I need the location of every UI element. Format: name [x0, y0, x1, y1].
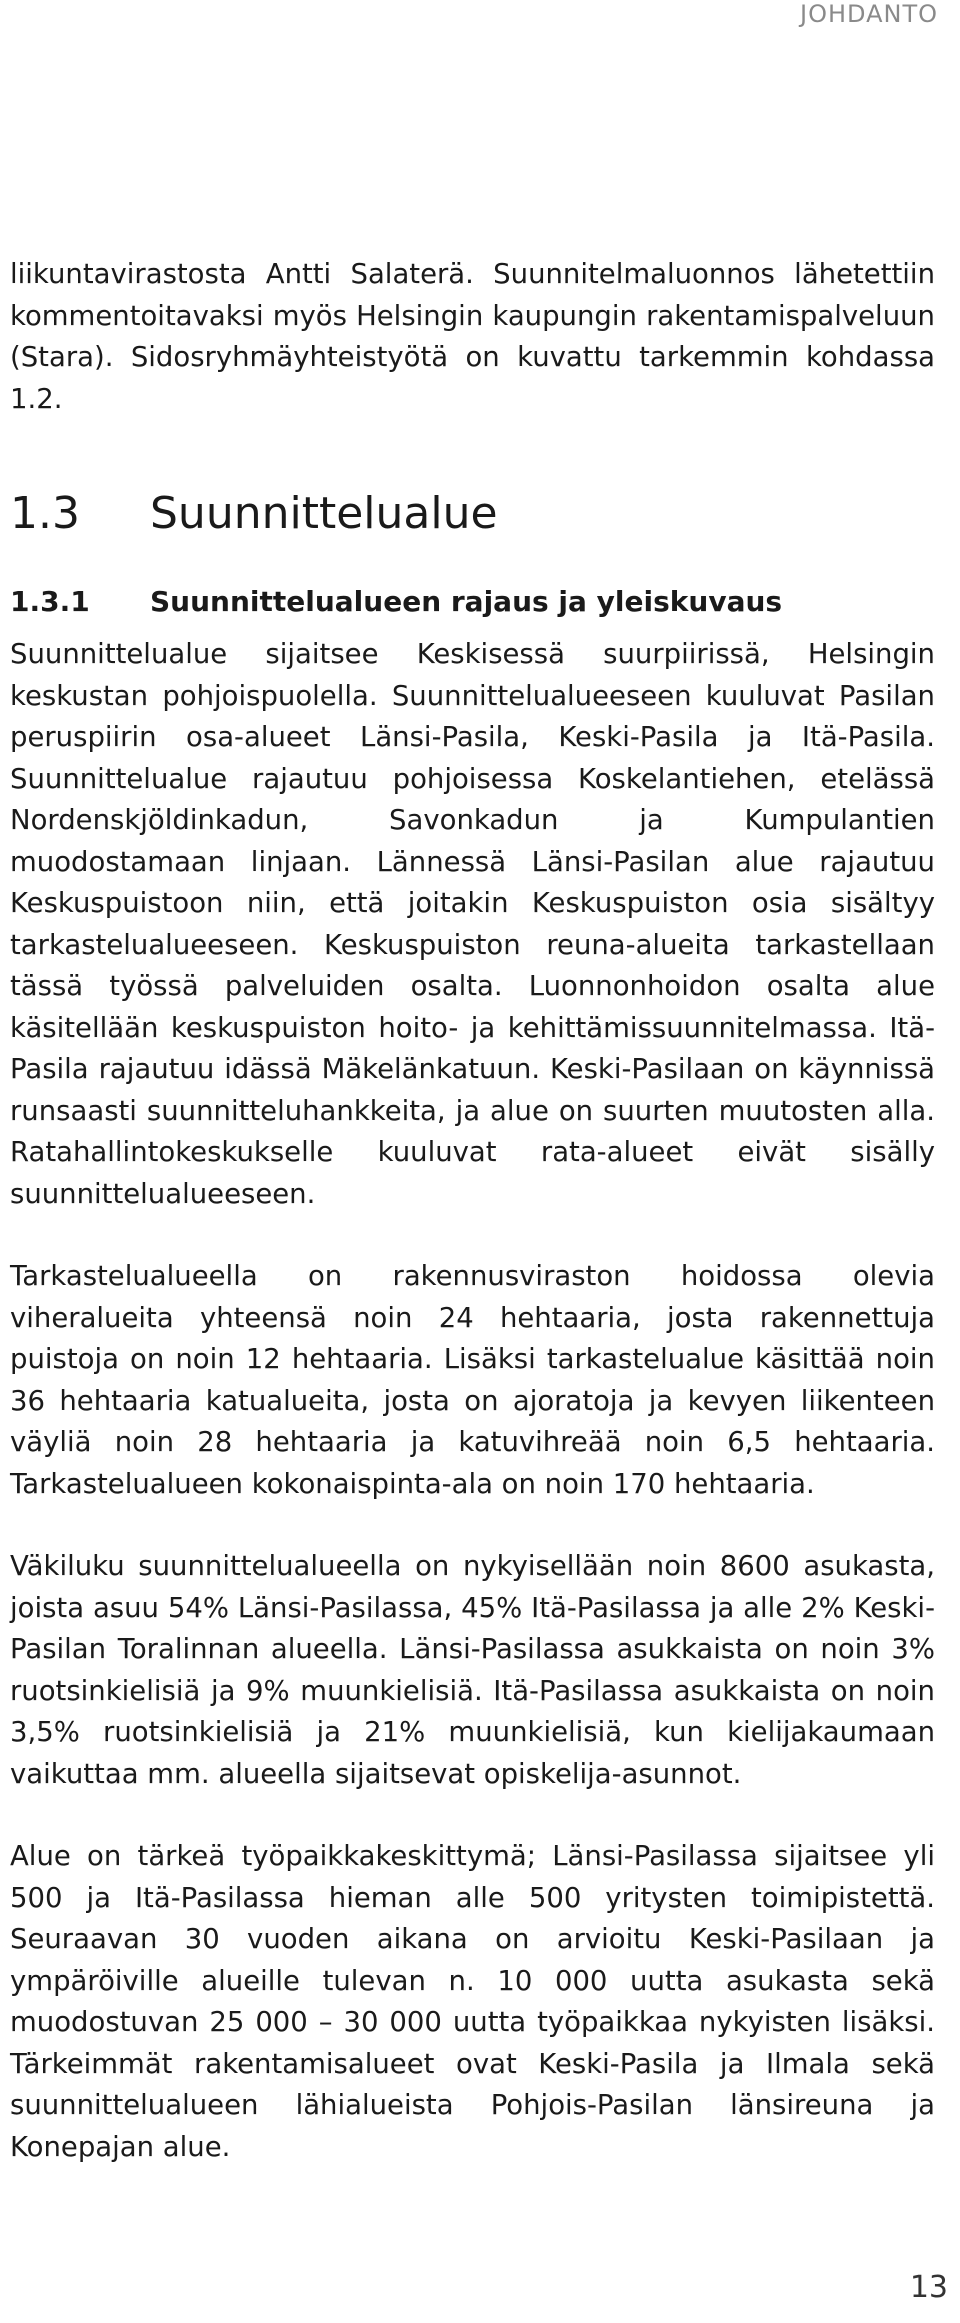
section-heading [10, 486, 935, 542]
section-number: 1.3 [10, 488, 80, 539]
section-title: Suunnittelualue [150, 488, 498, 539]
subsection-number: 1.3.1 [10, 585, 90, 618]
page-body [10, 254, 935, 2168]
body-paragraph: Tarkastelualueella on rakennusviraston hoidossa olevia viheralueita yhteensä noin 24 hehtaaria, josta rakennettuja puistoja on noin 12 hehtaaria. Lisäksi tarkastelualue käsittää noin 36 hehtaaria katualueita, josta on ajoratoja ja kevyen liikenteen väyliä noin 28 hehtaaria ja katuvihreää noin 6,5 hehtaaria. Tarkastelualueen kokonaispinta-ala on noin 170 hehtaaria. [10, 1260, 935, 1500]
intro-paragraph: liikuntavirastosta Antti Salaterä. Suunnitelmaluonnos lähetettiin kommentoitavaksi myös Helsingin kaupungin rakentamispalveluun (Stara). Sidosryhmäyhteistyötä on kuvattu tarkemmin kohdassa 1.2. [10, 258, 935, 415]
subsection-heading [10, 582, 935, 622]
body-paragraph: Suunnittelualue sijaitsee Keskisessä suurpiirissä, Helsingin keskustan pohjoispuolella. Suunnittelualueeseen kuuluvat Pasilan peruspiirin osa-alueet Länsi-Pasila, Keski-Pasila ja Itä-Pasila. Suunnittelualue rajautuu pohjoisessa Koskelantiehen, etelässä Nordenskjöldinkadun, Savonkadun ja Kumpulantien muodostamaan linjaan. Lännessä Länsi-Pasilan alue rajautuu Keskuspuistoon niin, että joitakin Keskuspuiston osia sisältyy tarkastelualueeseen. Keskuspuiston reuna-alueita tarkastellaan tässä työssä palveluiden osalta. Luonnonhoidon osalta alue käsitellään keskuspuiston hoito- ja kehittämissuunnitelmassa. Itä-Pasila rajautuu idässä Mäkelänkatuun. Keski-Pasilaan on käynnissä runsaasti suunnitteluhankkeita, ja alue on suurten muutosten alla. Ratahallintokeskukselle kuuluvat rata-alueet eivät sisälly suunnittelualueeseen. [10, 638, 935, 1210]
page-number: 13 [909, 2270, 948, 2305]
running-head: JOHDANTO [800, 0, 938, 28]
body-paragraph: Alue on tärkeä työpaikkakeskittymä; Länsi-Pasilassa sijaitsee yli 500 ja Itä-Pasilassa hieman alle 500 yritysten toimipistettä. Seuraavan 30 vuoden aikana on arvioitu Keski-Pasilaan ja ympäröiville alueille tulevan n. 10 000 uutta asukasta sekä muodostuvan 25 000 – 30 000 uutta työpaikkaa nykyisten lisäksi. Tärkeimmät rakentamisalueet ovat Keski-Pasila ja Ilmala sekä suunnittelualueen lähialueista Pohjois-Pasilan länsireuna ja Konepajan alue. [10, 1840, 935, 2163]
subsection-title: Suunnittelualueen rajaus ja yleiskuvaus [150, 585, 783, 618]
body-paragraph: Väkiluku suunnittelualueella on nykyisellään noin 8600 asukasta, joista asuu 54% Länsi-Pasilassa, 45% Itä-Pasilassa ja alle 2% Keski-Pasilan Toralinnan alueella. Länsi-Pasilassa asukkaista on noin 3% ruotsinkielisiä ja 9% muunkielisiä. Itä-Pasilassa asukkaista on noin 3,5% ruotsinkielisiä ja 21% muunkielisiä, kun kielijakaumaan vaikuttaa mm. alueella sijaitsevat opiskelija-asunnot. [10, 1550, 935, 1790]
